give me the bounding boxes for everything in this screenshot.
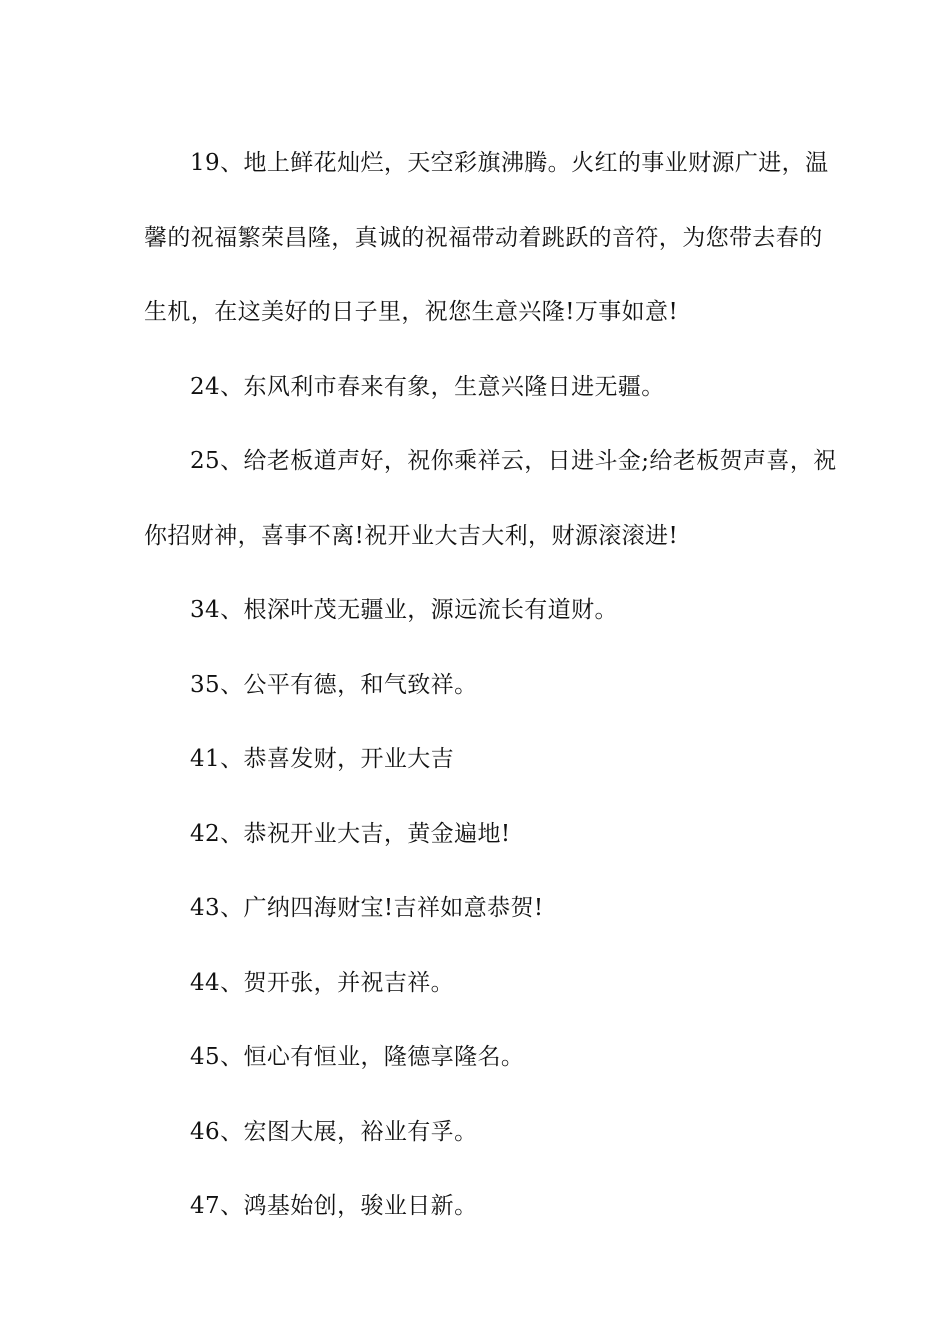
- paragraph-41: 41、恭喜发财，开业大吉: [190, 746, 455, 772]
- paragraph-45: 45、恒心有恒业，隆德享隆名。: [190, 1044, 525, 1070]
- paragraph-46: 46、宏图大展，裕业有孚。: [190, 1118, 478, 1145]
- paragraph-24: 24、东风利市春来有象，生意兴隆日进无疆。: [190, 373, 665, 400]
- paragraph-43: 43、广纳四海财宝!吉祥如意恭贺!: [190, 895, 544, 921]
- paragraph-19: 19、地上鲜花灿烂，天空彩旗沸腾。火红的事业财源广进，温馨的祝福繁荣昌隆，真诚的祝福带动着跳跃的音符，为您带去春的生机，在这美好的日子里，祝您生意兴隆!万事如意!: [144, 150, 829, 325]
- paragraph-25: 25、给老板道声好，祝你乘祥云，日进斗金;给老板贺声喜，祝你招财神，喜事不离!祝开业大吉大利，财源滚滚进!: [144, 448, 837, 549]
- document-body: [144, 126, 844, 1244]
- paragraph-35: 35、公平有德，和气致祥。: [190, 671, 478, 698]
- paragraph-34: 34、根深叶茂无疆业，源远流长有道财。: [190, 597, 618, 623]
- paragraph-47: 47、鸿基始创，骏业日新。: [190, 1193, 478, 1219]
- paragraph-42: 42、恭祝开业大吉，黄金遍地!: [190, 820, 511, 847]
- paragraph-44: 44、贺开张，并祝吉祥。: [190, 969, 455, 996]
